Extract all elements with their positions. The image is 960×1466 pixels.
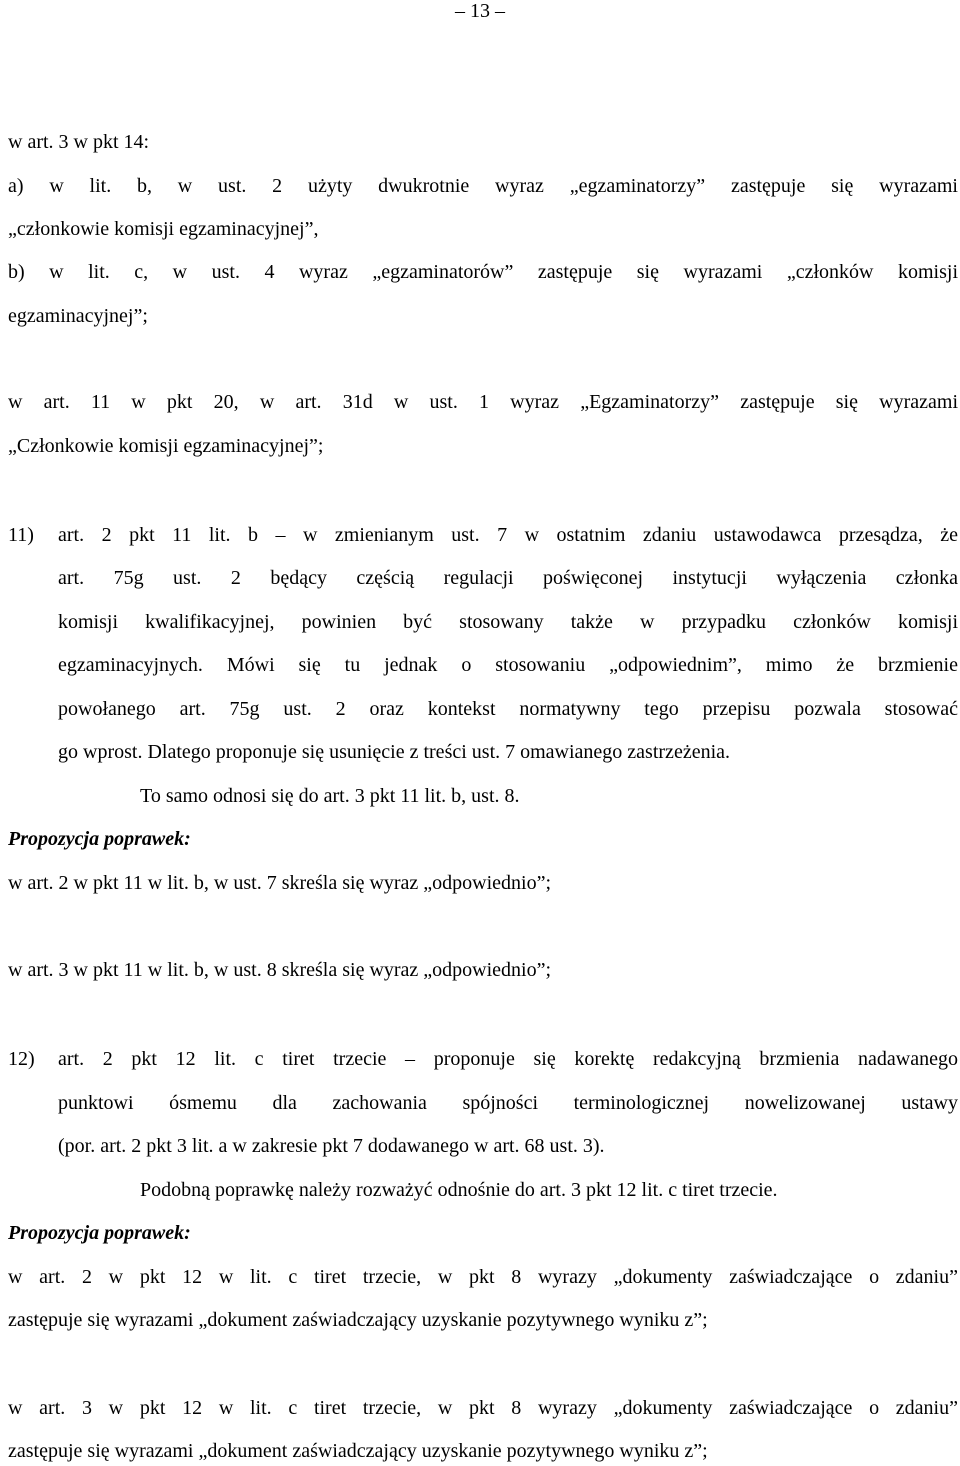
point-12-line: punktowi ósmemu dla zachowania spójności terminologicznej nowelizowanej ustawy [58,1092,958,1114]
point-11-line: egzaminacyjnych. Mówi się tu jednak o stosowaniu „odpowiednim”, mimo że brzmienie [58,654,958,676]
point-11-line: art. 2 pkt 11 lit. b – w zmienianym ust. 7 w ostatnim zdaniu ustawodawca przesądza, że [58,524,958,546]
point-11-line: art. 75g ust. 2 będący częścią regulacji poświęconej instytucji wyłączenia członka [58,567,958,589]
item-b-line-2: egzaminacyjnej”; [8,305,148,327]
item-a-line-1: a) w lit. b, w ust. 2 użyty dwukrotnie wyraz „egzaminatorzy” zastępuje się wyrazami [8,175,958,197]
point-11-number: 11) [8,524,34,546]
point-12-note: Podobną poprawkę należy rozważyć odnośnie do art. 3 pkt 12 lit. c tiret trzecie. [140,1179,778,1201]
block-b-line-1: w art. 11 w pkt 20, w art. 31d w ust. 1 wyraz „Egzaminatorzy” zastępuje się wyrazami [8,391,958,413]
item-a-line-2: „członkowie komisji egzaminacyjnej”, [8,218,319,240]
paragraph-intro: w art. 3 w pkt 14: [8,131,150,153]
point-11-line: go wprost. Dlatego proponuje się usunięcie z treści ust. 7 omawianego zastrzeżenia. [58,741,731,763]
page-number-value: 13 [470,0,490,22]
point-12-proposal-2-line-2: zastępuje się wyrazami „dokument zaświadczający uzyskanie pozytywnego wyniku z”; [8,1440,708,1462]
point-11-proposal-1: w art. 2 w pkt 11 w lit. b, w ust. 7 skreśla się wyraz „odpowiednio”; [8,872,552,894]
point-11-line: komisji kwalifikacyjnej, powinien być stosowany także w przypadku członków komisji [58,611,958,633]
point-11-note: To samo odnosi się do art. 3 pkt 11 lit. b, ust. 8. [140,785,520,807]
page-number: – 13 – [455,0,505,22]
block-b-line-2: „Członkowie komisji egzaminacyjnej”; [8,435,324,457]
point-11-proposal-heading: Propozycja poprawek: [8,828,191,850]
point-12-line: (por. art. 2 pkt 3 lit. a w zakresie pkt 7 dodawanego w art. 68 ust. 3). [58,1135,605,1157]
point-12-number: 12) [8,1048,35,1070]
point-11-proposal-2: w art. 3 w pkt 11 w lit. b, w ust. 8 skreśla się wyraz „odpowiednio”; [8,959,552,981]
point-12-proposal-1-line-2: zastępuje się wyrazami „dokument zaświadczający uzyskanie pozytywnego wyniku z”; [8,1309,708,1331]
point-12-proposal-1-line-1: w art. 2 w pkt 12 w lit. c tiret trzecie, w pkt 8 wyrazy „dokumenty zaświadczające o zdaniu” [8,1266,958,1288]
item-b-line-1: b) w lit. c, w ust. 4 wyraz „egzaminatorów” zastępuje się wyrazami „członków komisji [8,261,958,283]
point-12-line: art. 2 pkt 12 lit. c tiret trzecie – proponuje się korektę redakcyjną brzmienia nadawanego [58,1048,958,1070]
point-12-proposal-heading: Propozycja poprawek: [8,1222,191,1244]
point-11-line: powołanego art. 75g ust. 2 oraz kontekst normatywny tego przepisu pozwala stosować [58,698,958,720]
point-12-proposal-2-line-1: w art. 3 w pkt 12 w lit. c tiret trzecie, w pkt 8 wyrazy „dokumenty zaświadczające o zdaniu” [8,1397,958,1419]
